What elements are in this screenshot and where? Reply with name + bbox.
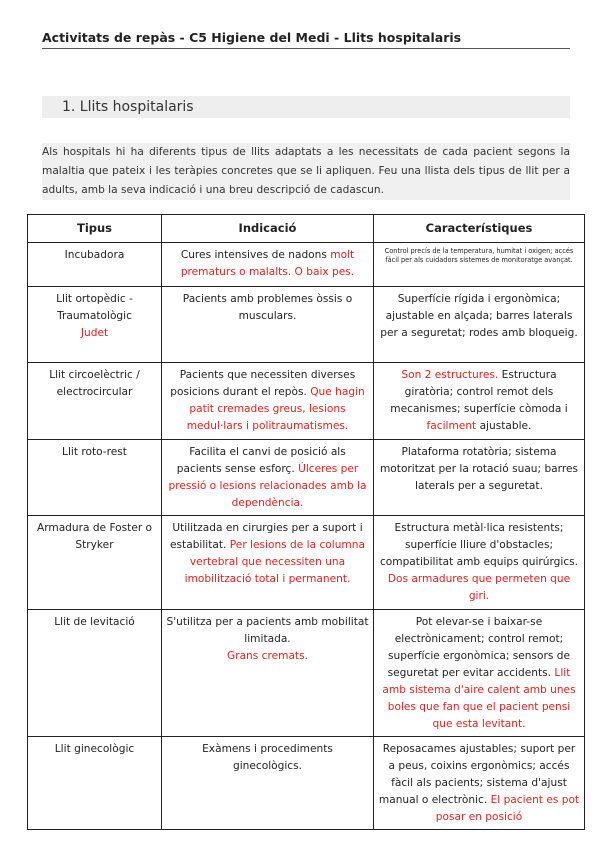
cell-indicacio: Pacients amb problemes òssis o musculars. (162, 287, 374, 363)
red-annotation: Son 2 estructures. (401, 369, 499, 381)
beds-table (27, 214, 585, 830)
red-annotation: Grans cremats. (227, 650, 308, 662)
cell-indicacio: S'utilitza per a pacients amb mobilitat limitada. Grans cremats. (162, 610, 374, 737)
header-indicacio: Indicació (162, 215, 374, 243)
cell-caracteristiques: Plataforma rotatòria; sistema motoritzat per la rotació suau; barres laterals per a seguretat. (374, 440, 585, 516)
cell-tipus: Incubadora (28, 243, 162, 287)
red-annotation: molt prematurs o malalts. O baix pes. (180, 249, 355, 278)
red-annotation: Llit amb sistema d'aire calent amb unes boles que fan que el pacient pensi que esta levitant. (382, 667, 576, 730)
red-annotation: Que hagin patit cremades greus, lesions medul·lars i politraumatismes. (186, 386, 365, 432)
header-tipus: Tipus (28, 215, 162, 243)
document-header: Activitats de repàs - C5 Higiene del Medi - Llits hospitalaris (42, 30, 570, 49)
section-title: 1. Llits hospitalaris (42, 96, 570, 118)
cell-indicacio: Cures intensives de nadons molt prematurs o malalts. O baix pes. (162, 243, 374, 287)
cell-caracteristiques: Estructura metàl·lica resistents; superfície lliure d'obstacles; compatibilitat amb equips quirúrgics. Dos armadures que permeten que giri. (374, 516, 585, 610)
red-annotation: Dos armadures que permeten que giri. (387, 573, 571, 602)
cell-tipus: Llit roto-rest (28, 440, 162, 516)
table-row (28, 516, 585, 610)
cell-tipus: Llit circoelèctric / electrocircular (28, 363, 162, 440)
red-annotation: El pacient es pot posar en posició (435, 794, 580, 823)
cell-caracteristiques: Superfície rígida i ergonòmica; ajustable en alçada; barres laterals per a seguretat; rodes amb bloqueig. (374, 287, 585, 363)
red-annotation: Per lesions de la columna vertebral que necessiten una imobilització total i permanent. (184, 539, 365, 585)
table-row (28, 440, 585, 516)
cell-indicacio: Facilita el canvi de posició als pacients sense esforç. Úlceres per pressió o lesions relacionades amb la dependència. (162, 440, 374, 516)
table-row (28, 363, 585, 440)
cell-indicacio: Exàmens i procediments ginecològics. (162, 737, 374, 830)
cell-indicacio: Pacients que necessiten diverses posicions durant el repòs. Que hagin patit cremades greus, lesions medul·lars i politraumatismes. (162, 363, 374, 440)
cell-tipus: Llit ortopèdic -Traumatològic Judet (28, 287, 162, 363)
red-annotation: Úlceres per pressió o lesions relacionades amb la dependència. (168, 463, 367, 509)
cell-caracteristiques: Son 2 estructures. Estructura giratòria; control remot dels mecanismes; superfície còmoda i facilment ajustable. (374, 363, 585, 440)
cell-caracteristiques: Pot elevar-se i baixar-se electrònicament; control remot; superfície ergonòmica; sensors de seguretat per evitar accidents. Llit amb sistema d'aire calent amb unes boles que fan que el pacient pensi que esta levitant. (374, 610, 585, 737)
cell-indicacio: Utilitzada en cirurgies per a suport i estabilitat. Per lesions de la columna vertebral que necessiten una imobilització total i permanent. (162, 516, 374, 610)
table-header-row (28, 215, 585, 243)
cell-tipus: Armadura de Foster o Stryker (28, 516, 162, 610)
header-caracteristiques: Característiques (374, 215, 585, 243)
table-row (28, 737, 585, 830)
intro-paragraph: Als hospitals hi ha diferents tipus de llits adaptats a les necessitats de cada pacient segons la malaltia que pateix i les teràpies concretes que se li apliquen. Feu una llista dels tipus de llit per a adults, amb la seva indicació i una breu descripció de cadascun. (42, 143, 570, 200)
red-annotation: facilment (426, 420, 477, 432)
cell-tipus: Llit de levitació (28, 610, 162, 737)
table-row (28, 610, 585, 737)
cell-tipus: Llit ginecològic (28, 737, 162, 830)
cell-caracteristiques: Reposacames ajustables; suport per a peus, coixins ergonòmics; accés fàcil als pacients; sistema d'ajust manual o electrònic. El pacient es pot posar en posició (374, 737, 585, 830)
table-row (28, 287, 585, 363)
cell-caracteristiques: Control precís de la temperatura, humitat i oxigen; accés fàcil per als cuidadors sistemes de monitoratge avançat. (374, 243, 585, 287)
table-row (28, 243, 585, 287)
red-annotation: Judet (80, 327, 109, 339)
